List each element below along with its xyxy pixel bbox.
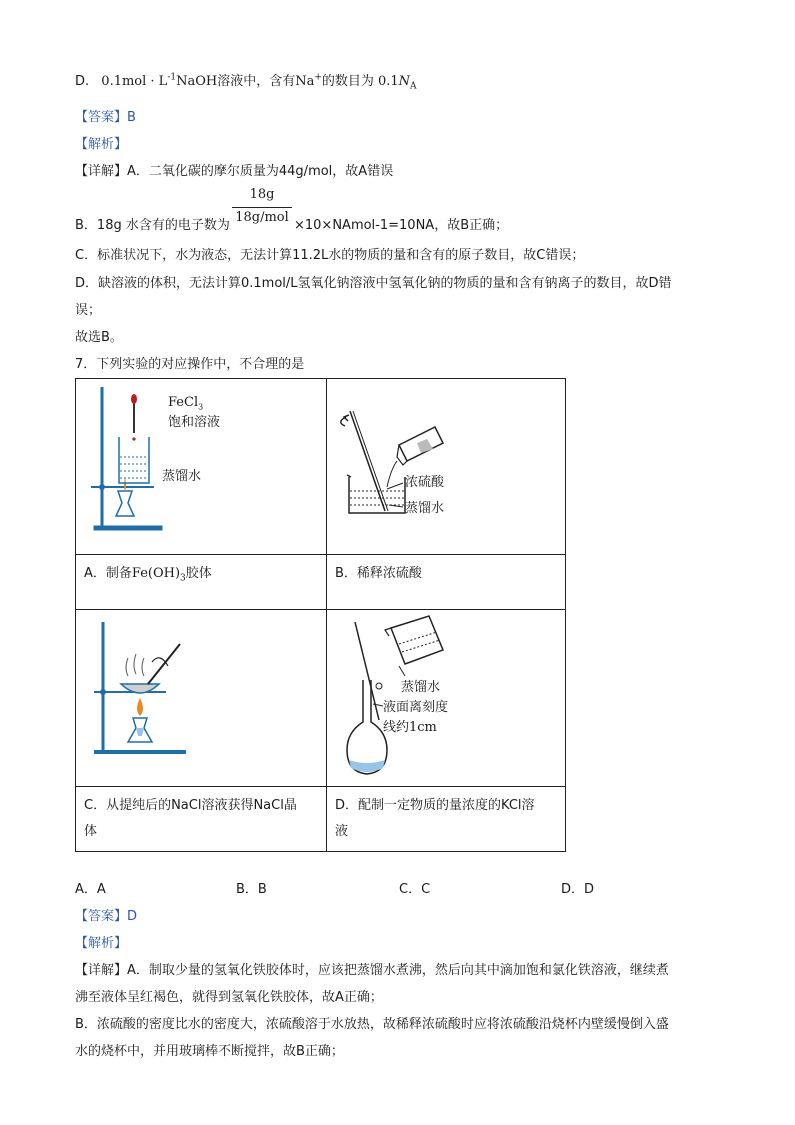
distilled-water-label-a: 蒸馏水 (162, 469, 202, 484)
liquid-level-label-1: 液面离刻度 (383, 700, 449, 715)
fraction-numerator: 18g (249, 187, 275, 202)
sodium-ion: Na+ (295, 72, 322, 89)
caption-a: A．制备$Fe(OH)_3$胶体 (84, 566, 212, 584)
q6-detail-d-1: D．缺溶液的体积，无法计算0.1mol/L氢氧化钠溶液中氢氧化钠的物质的量和含有钠离子的数目，故D错 (75, 276, 672, 291)
q7-detail-b-1: B．浓硫酸的密度比水的密度大，浓硫酸溶于水放热，故稀释浓硫酸时应将浓硫酸沿烧杯内壁缓慢倒入盛 (75, 1017, 669, 1032)
liquid-level-label-2: 线约1cm (383, 720, 437, 735)
figure-a-colloid-setup (76, 379, 326, 554)
figure-c-cell (76, 610, 327, 787)
q7-analysis: 【解析】 (75, 936, 128, 951)
q6-detail-b-suffix: ×10×NAmol-1=10NA，故B正确； (294, 218, 509, 233)
choice-a: A．A (75, 882, 106, 897)
caption-c-cell (76, 787, 327, 852)
figure-d-volumetric-setup (327, 610, 565, 786)
concentration-unit: $0.1mol \cdot L^{-1}NaOH$ (101, 72, 218, 89)
caption-b: B．稀释浓硫酸 (335, 566, 422, 581)
electron-fraction (232, 187, 292, 228)
option-d-line (75, 70, 417, 92)
fecl3-label: FeCl$_3$ (168, 395, 204, 412)
q7-answer: 【答案】D (75, 909, 138, 924)
option-d-mid: 溶液中，含有 (217, 74, 296, 89)
distilled-water-label-d: 蒸馏水 (401, 680, 441, 695)
q6-detail-d-2: 误； (75, 303, 102, 318)
figure-b-dilution-setup (327, 379, 565, 554)
q7-detail-a-2: 沸至液体呈红褐色，就得到氢氧化铁胶体，故A正确； (75, 990, 383, 1005)
q7-detail-b-2: 水的烧杯中，并用玻璃棒不断搅拌，故B正确； (75, 1044, 344, 1059)
q6-answer: 【答案】B (75, 110, 136, 125)
figure-a-cell (76, 379, 327, 555)
evaporating-dish-icon (76, 610, 326, 786)
q6-conclusion: 故选B。 (75, 330, 123, 345)
beaker-pouring-icon (327, 379, 565, 554)
figure-c-evaporation-setup (76, 610, 326, 786)
choice-c: C．C (399, 882, 431, 897)
q6-detail-b-prefix: B．18g 水含有的电子数为 (75, 218, 230, 233)
figure-d-cell (327, 610, 566, 787)
conc-sulfuric-label: 浓硫酸 (405, 475, 445, 490)
caption-a-cell (76, 555, 327, 610)
saturated-solution-label: 饱和溶液 (168, 415, 221, 430)
choice-d: D．D (561, 882, 595, 897)
option-d-prefix: D. (75, 74, 90, 89)
q7-detail-a-1: 【详解】A．制取少量的氢氧化铁胶体时，应该把蒸馏水煮沸，然后向其中滴加饱和氯化铁溶液，继续煮 (75, 963, 669, 978)
option-d-tail: 的数目为 (321, 74, 374, 89)
choice-b: B．B (236, 882, 267, 897)
figure-b-cell (327, 379, 566, 555)
q7-stem: 7．下列实验的对应操作中，不合理的是 (75, 357, 305, 372)
caption-b-cell (327, 555, 566, 610)
q6-detail-a: 【详解】A．二氧化碳的摩尔质量为44g/mol，故A错误 (75, 164, 394, 179)
experiment-table (75, 378, 566, 852)
caption-d-cell (327, 787, 566, 852)
q6-detail-c: C．标准状况下，水为液态，无法计算11.2L水的物质的量和含有的原子数目，故C错误； (75, 248, 585, 263)
q6-analysis: 【解析】 (75, 137, 128, 152)
fraction-denominator: 18g/mol (232, 207, 292, 228)
distilled-water-label-b: 蒸馏水 (405, 501, 445, 516)
caption-d: D．配制一定物质的量浓度的KCl溶 液 (335, 798, 535, 839)
caption-c: C．从提纯后的NaCl溶液获得NaCl晶 体 (84, 798, 297, 839)
avogadro-value: $0.1N_A$ (377, 74, 417, 92)
